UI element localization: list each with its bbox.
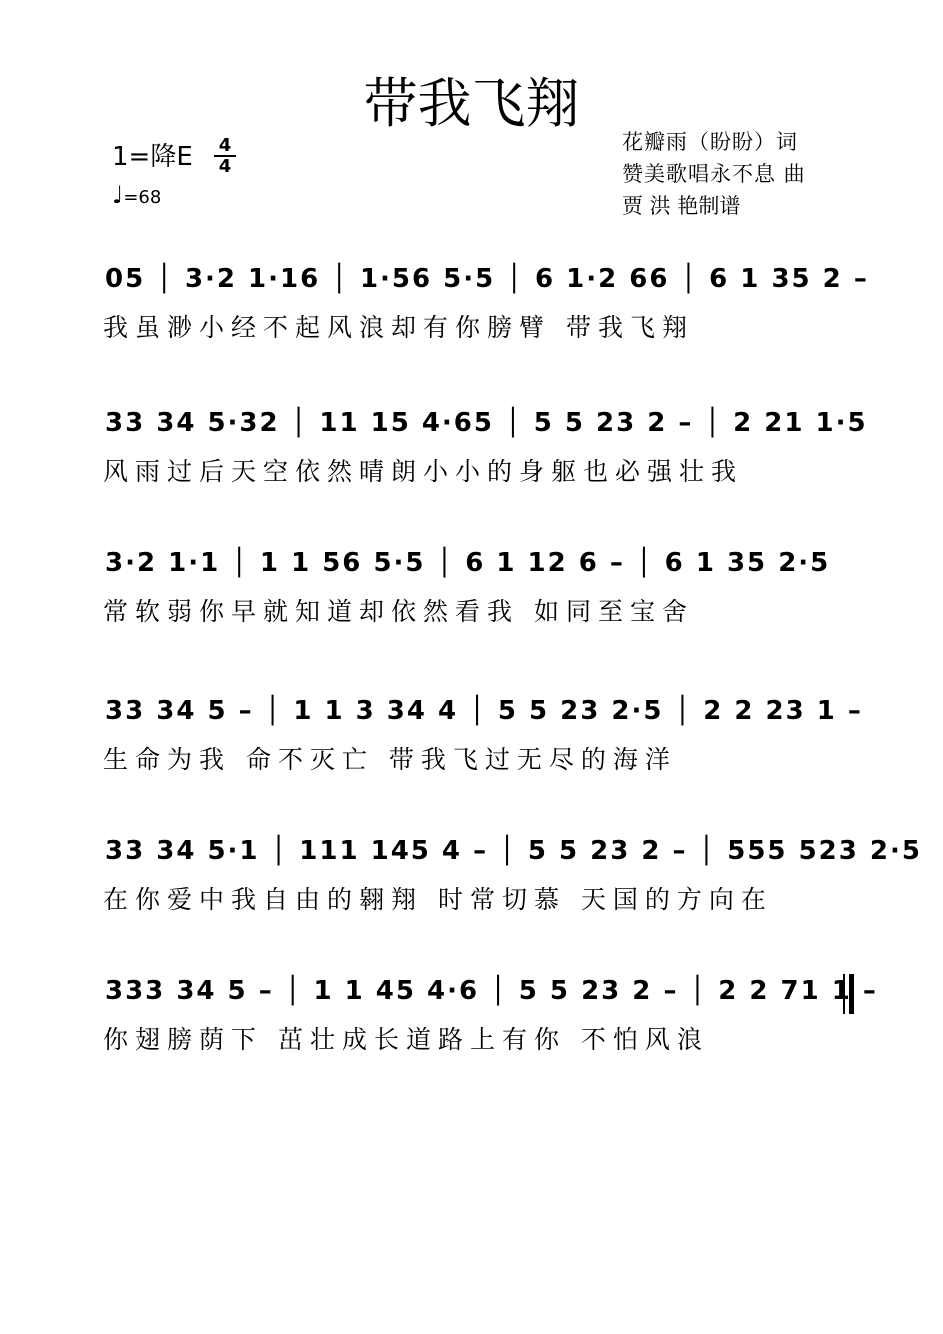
lyrics-line: 生命为我 命不灭亡 带我飞过无尽的海洋 <box>103 745 677 774</box>
key-signature: 1=降E <box>112 142 193 172</box>
final-barline <box>843 974 854 1014</box>
notation-line: 33 34 5·32 │ 11 15 4·65 │ 5 5 23 2 – │ 2 21 1·5 <box>105 408 868 438</box>
credit-transcriber: 贾 洪 艳制谱 <box>622 194 741 218</box>
notation-line: 05 │ 3·2 1·16 │ 1·56 5·5 │ 6 1·2 66 │ 6 1 35 2 – <box>105 264 869 294</box>
stave-line-6 <box>95 974 878 1084</box>
time-signature-top: 4 <box>218 135 232 156</box>
stave-line-5 <box>95 834 922 944</box>
lyrics-line: 在你爱中我自由的翱翔 时常切慕 天国的方向在 <box>103 885 773 914</box>
stave-line-3 <box>95 546 855 656</box>
lyrics-line: 风雨过后天空依然晴朗小小的身躯也必强壮我 <box>103 457 744 486</box>
notation-line: 333 34 5 – │ 1 1 45 4·6 │ 5 5 23 2 – │ 2 2 71 1 – <box>105 976 878 1006</box>
tempo-value: =68 <box>123 187 162 208</box>
stave-line-1 <box>95 262 869 372</box>
tempo-marking <box>112 182 161 211</box>
notation-line: 33 34 5 – │ 1 1 3 34 4 │ 5 5 23 2·5 │ 2 2 23 1 – <box>105 696 863 726</box>
time-signature-bottom: 4 <box>214 155 236 176</box>
stave-line-2 <box>95 406 868 516</box>
stave-line-4 <box>95 694 863 804</box>
notation-line: 33 34 5·1 │ 111 145 4 – │ 5 5 23 2 – │ 555 523 2·5 <box>105 836 922 866</box>
lyrics-line: 我虽渺小经不起风浪却有你膀臂 带我飞翔 <box>103 313 694 342</box>
credit-composer: 赞美歌唱永不息 曲 <box>622 162 806 186</box>
credit-lyricist: 花瓣雨（盼盼）词 <box>622 130 798 154</box>
time-signature <box>214 136 236 176</box>
lyrics-line: 你翅膀荫下 茁壮成长道路上有你 不怕风浪 <box>103 1025 709 1054</box>
song-title: 带我飞翔 <box>363 72 580 135</box>
quarter-note-icon: ♩ <box>112 181 124 209</box>
notation-line: 3·2 1·1 │ 1 1 56 5·5 │ 6 1 12 6 – │ 6 1 35 2·5 <box>105 548 831 578</box>
lyrics-line: 常软弱你早就知道却依然看我 如同至宝舍 <box>103 597 694 626</box>
